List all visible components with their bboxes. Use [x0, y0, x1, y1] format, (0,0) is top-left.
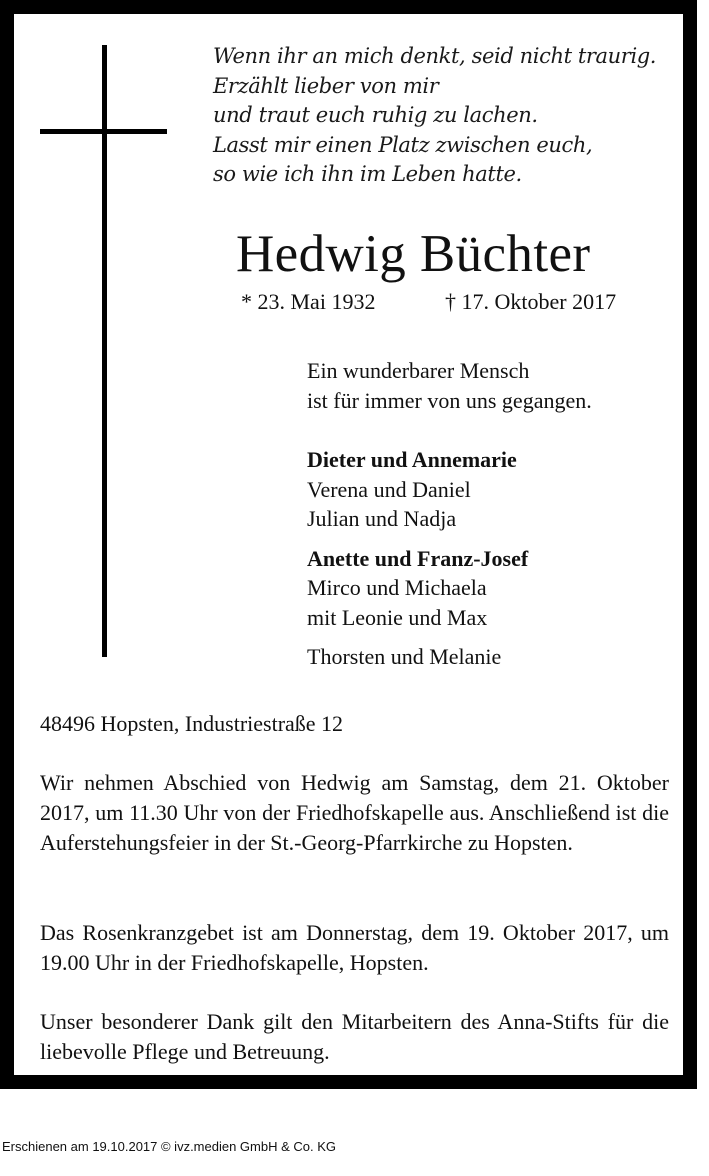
rosary-paragraph: Das Rosenkranzgebet ist am Donnerstag, dem 19. Oktober 2017, um 19.00 Uhr in der Friedhofskapelle, Hopsten.	[40, 920, 669, 975]
poem-line: Lasst mir einen Platz zwischen euch,	[213, 132, 593, 157]
deceased-name: Hedwig Büchter	[236, 225, 591, 283]
poem	[213, 42, 683, 190]
mourner-line: Mirco und Michaela	[307, 575, 487, 600]
publication-footer: Erschienen am 19.10.2017 © ivz.medien GmbH & Co. KG	[2, 1139, 337, 1154]
cross-horizontal-bar	[40, 129, 167, 134]
poem-line: und traut euch ruhig zu lachen.	[213, 103, 538, 127]
mourner-line: Thorsten und Melanie	[307, 644, 502, 669]
cross-vertical-bar	[102, 45, 107, 657]
funeral-paragraph: Wir nehmen Abschied von Hedwig am Samstag, dem 21. Oktober 2017, um 11.30 Uhr von der Friedhofskapelle aus. Anschließend ist die Auferstehungsfeier in der St.-Georg-Pfarrkirche zu Hopsten.	[40, 770, 669, 855]
mourner-group-head: Dieter und Annemarie	[307, 447, 517, 472]
birth-date: * 23. Mai 1932	[241, 289, 376, 314]
mourners-block	[307, 356, 687, 672]
death-date: † 17. Oktober 2017	[445, 289, 617, 314]
poem-line: Wenn ihr an mich denkt, seid nicht traurig.	[213, 44, 657, 68]
statement-line: Ein wunderbarer Mensch	[307, 358, 530, 383]
poem-line: so wie ich ihn im Leben hatte.	[213, 162, 522, 186]
mourner-line: mit Leonie und Max	[307, 604, 488, 630]
mourner-group-head: Anette und Franz-Josef	[307, 545, 529, 571]
mourner-line: Julian und Nadja	[307, 506, 457, 531]
mourner-line: Verena und Daniel	[307, 476, 471, 502]
statement-line: ist für immer von uns gegangen.	[307, 387, 592, 413]
thanks-paragraph: Unser besonderer Dank gilt den Mitarbeitern des Anna-Stifts für die liebevolle Pflege und Betreuung.	[40, 1009, 669, 1064]
address: 48496 Hopsten, Industriestraße 12	[40, 711, 344, 736]
poem-line: Erzählt lieber von mir	[213, 73, 439, 98]
